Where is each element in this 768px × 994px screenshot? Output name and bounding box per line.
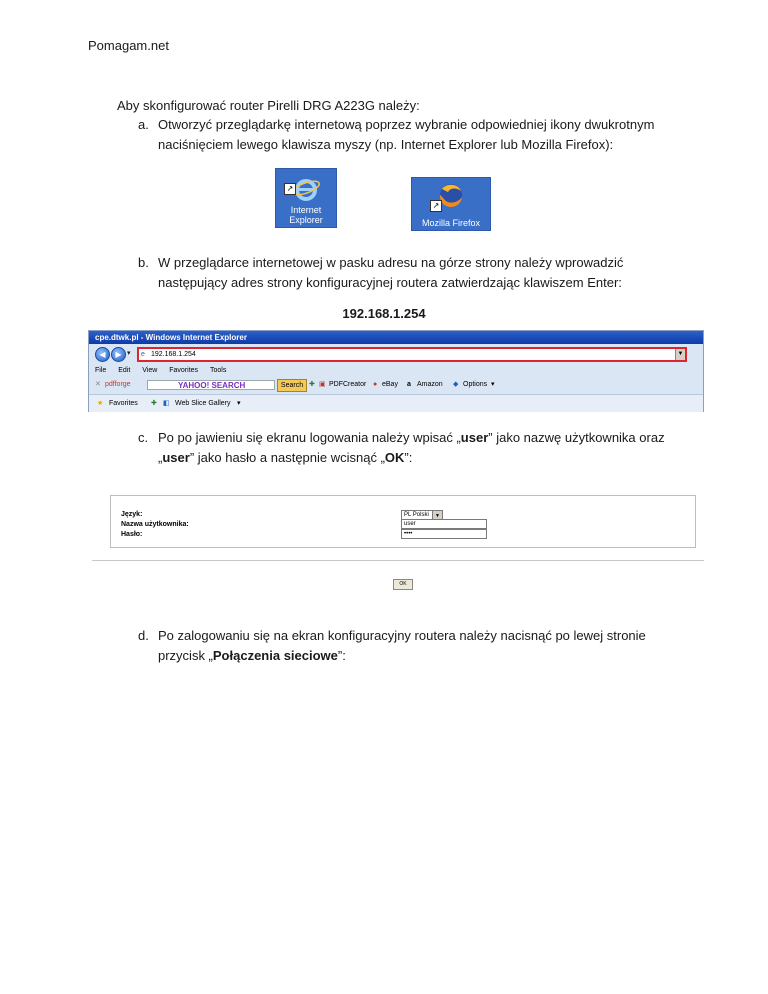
address-bar[interactable] (137, 347, 687, 362)
pdfcreator-button[interactable]: PDFCreator (329, 381, 367, 388)
ie-nav-row (89, 345, 703, 363)
step-c-password-bold: user (162, 450, 190, 465)
yahoo-logo: YAHOO! SEARCH (178, 381, 246, 390)
step-a-line2: naciśnięciem lewego klawisza myszy (np. Internet Explorer lub Mozilla Firefox): (158, 137, 614, 152)
favorites-bar (89, 394, 703, 412)
site-header: Pomagam.net (88, 38, 169, 53)
ebay-button[interactable]: eBay (382, 381, 398, 388)
favorites-button[interactable]: Favorites (109, 400, 138, 407)
history-dropdown-icon[interactable]: ▾ (127, 350, 131, 357)
router-ip-address: 192.168.1.254 (342, 306, 426, 321)
ie-toolbar (89, 378, 703, 392)
menu-favorites[interactable]: Favorites (169, 367, 199, 374)
step-d (138, 626, 698, 668)
add-icon[interactable]: ✚ (309, 381, 315, 388)
menu-view[interactable]: View (142, 367, 158, 374)
menu-file[interactable]: File (95, 367, 107, 374)
language-dropdown-icon[interactable]: ▼ (432, 510, 443, 522)
step-c-line1: Po po jawieniu się ekranu logowania należy wpisać „user” jako nazwę użytkownika oraz (158, 430, 665, 445)
ie-menu-bar (89, 365, 703, 377)
intro-text: Aby skonfigurować router Pirelli DRG A223G należy: (117, 98, 420, 113)
ie-label-line1: Internet (290, 205, 322, 215)
ok-button[interactable]: OK (393, 579, 413, 590)
forward-button[interactable]: ▶ (111, 347, 126, 362)
step-c-ok-bold: OK (384, 450, 405, 465)
address-dropdown-icon[interactable]: ▼ (675, 349, 685, 360)
step-c (138, 428, 698, 470)
ie-window (88, 330, 704, 412)
step-d-label: d. (138, 628, 149, 643)
step-d-line1: Po zalogowaniu się na ekran konfiguracyjny routera należy nacisnąć po lewej stronie (158, 628, 646, 643)
step-b (138, 253, 698, 295)
web-slice-gallery-button[interactable]: Web Slice Gallery (175, 400, 231, 407)
ebay-icon: ● (373, 381, 378, 388)
close-icon[interactable]: ✕ (95, 381, 101, 388)
step-b-line1: W przeglądarce internetowej w pasku adresu na górze strony należy wprowadzić (158, 255, 624, 270)
step-c-label: c. (138, 430, 149, 445)
step-a-label: a. (138, 117, 149, 132)
step-a-line1: Otworzyć przeglądarkę internetową poprzez wybranie odpowiedniej ikony dwukrotnym (158, 117, 655, 132)
menu-edit[interactable]: Edit (118, 367, 131, 374)
separator (92, 560, 704, 561)
step-d-line2: przycisk „Połączenia sieciowe”: (158, 648, 346, 663)
password-label: Hasło: (121, 531, 143, 538)
username-input[interactable]: user (401, 519, 487, 529)
search-button[interactable]: Search (277, 379, 307, 392)
address-value: 192.168.1.254 (151, 351, 196, 358)
internet-explorer-icon[interactable] (275, 168, 337, 228)
options-icon: ◆ (453, 381, 459, 388)
step-c-username-bold: user (460, 430, 489, 445)
step-b-label: b. (138, 255, 149, 270)
step-a (138, 115, 698, 157)
web-slice-icon: ◧ (163, 400, 170, 407)
password-input[interactable]: •••• (401, 529, 487, 539)
step-c-line2: „user” jako hasło a następnie wcisnąć „OK”: (158, 450, 413, 465)
options-dropdown-icon[interactable]: ▾ (491, 381, 495, 388)
mozilla-firefox-icon[interactable] (411, 177, 491, 231)
pdfforge-label[interactable]: pdfforge (105, 381, 131, 388)
shortcut-arrow-icon: ↗ (284, 183, 296, 195)
page-icon: e (141, 351, 145, 358)
ie-label-line2: Explorer (289, 215, 323, 225)
menu-tools[interactable]: Tools (210, 367, 227, 374)
step-d-network-bold: Połączenia sieciowe (212, 648, 338, 663)
login-form (110, 495, 696, 548)
step-b-line2: następujący adres strony konfiguracyjnej routera zatwierdzając klawiszem Enter: (158, 275, 622, 290)
favorites-star-icon: ★ (97, 400, 104, 407)
yahoo-search-input[interactable] (147, 380, 275, 390)
back-button[interactable]: ◀ (95, 347, 110, 362)
username-label: Nazwa użytkownika: (121, 521, 189, 528)
add-favorite-icon[interactable]: ✚ (151, 400, 157, 407)
amazon-button[interactable]: Amazon (417, 381, 443, 388)
pdf-icon: ▣ (319, 381, 326, 388)
language-label: Język: (121, 511, 143, 518)
shortcut-arrow-icon: ↗ (430, 200, 442, 212)
ie-title-bar: cpe.dtwk.pl - Windows Internet Explorer (89, 331, 703, 344)
amazon-icon: a (407, 381, 411, 388)
web-slice-dropdown-icon[interactable]: ▾ (237, 400, 241, 407)
language-value: PL Polski (404, 512, 429, 518)
options-button[interactable]: Options (463, 381, 488, 388)
firefox-label: Mozilla Firefox (421, 218, 480, 228)
